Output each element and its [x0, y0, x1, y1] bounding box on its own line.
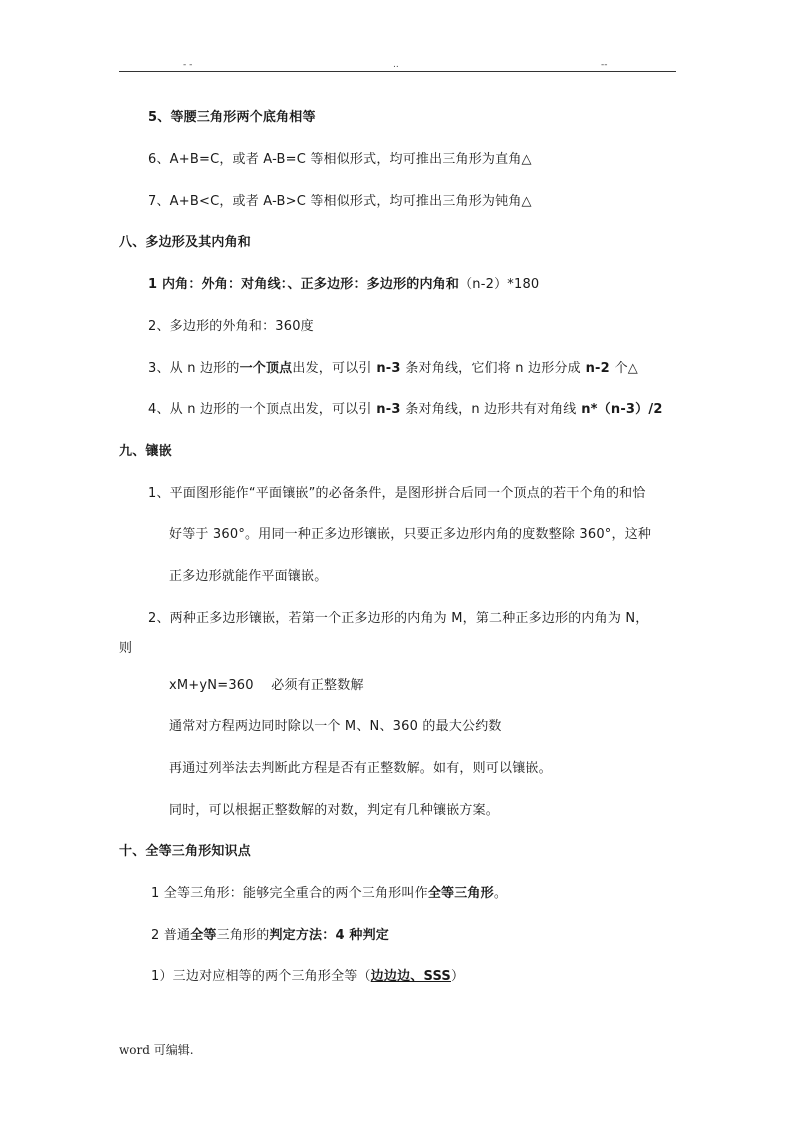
congruence-rule-sss-b: 边边边、SSS: [370, 969, 451, 984]
method-line-1: 通常对方程两边同时除以一个 M、N、360 的最大公约数: [169, 719, 502, 734]
polygon-item-4-a: 4、从 n 边形的一个顶点出发，可以引: [148, 402, 372, 417]
congruence-item-1-b: 全等三角形: [427, 886, 494, 901]
tiling-item-1-line-1: 1、平面图形能作“平面镶嵌”的必备条件，是图形拼合后同一个顶点的若干个角的和恰: [148, 486, 646, 501]
polygon-item-3-d: n-3: [371, 361, 406, 376]
congruence-item-1: [151, 885, 507, 903]
tiling-item-1-line-3: 正多边形就能作平面镶嵌。: [169, 569, 328, 584]
section-heading-9: 九、镶嵌: [119, 444, 172, 459]
congruence-item-1-a: 1 全等三角形：能够完全重合的两个三角形叫作: [151, 886, 428, 901]
method-line-2: 再通过列举法去判断此方程是否有正整数解。如有，则可以镶嵌。: [169, 761, 552, 776]
header-right-mark: --: [601, 60, 608, 70]
congruence-item-2-d: 判定方法：4 种判定: [269, 928, 390, 943]
method-line-3: 同时，可以根据正整数解的对数，判定有几种镶嵌方案。: [169, 803, 500, 818]
tiling-item-2-line-1: 2、两种正多边形镶嵌，若第一个正多边形的内角为 M，第二种正多边形的内角为 N，: [148, 611, 649, 626]
polygon-item-3-c: 出发，可以引: [292, 361, 372, 376]
section-heading-10: 十、全等三角形知识点: [119, 844, 252, 859]
item-7: 7、A+B<C，或者 A-B>C 等相似形式，均可推出三角形为钝角△: [148, 194, 532, 209]
item-6: 6、A+B=C，或者 A-B=C 等相似形式，均可推出三角形为直角△: [148, 152, 532, 167]
congruence-rule-sss-c: ）: [451, 969, 465, 984]
polygon-item-3: [148, 360, 638, 378]
header-center-mark: ..: [393, 60, 399, 70]
polygon-item-1: [148, 276, 539, 294]
polygon-item-4-c: 条对角线，n 边形共有对角线: [405, 402, 577, 417]
congruence-item-2-b: 全等: [190, 928, 217, 943]
section-heading-8: 八、多边形及其内角和: [119, 235, 252, 250]
header-left-mark: - -: [183, 60, 193, 70]
polygon-item-4-d: n*（n-3）/2: [576, 402, 663, 417]
polygon-item-3-g: 个△: [614, 361, 639, 376]
tiling-item-2-line-2: 则: [119, 641, 133, 656]
item-5-text: 5、等腰三角形两个底角相等: [148, 110, 316, 125]
header-rule: [119, 71, 676, 72]
polygon-item-2: 2、多边形的外角和：360度: [148, 319, 314, 334]
congruence-rule-sss-a: 1）三边对应相等的两个三角形全等（: [151, 969, 371, 984]
polygon-item-1-formula: （n-2）*180: [459, 277, 540, 292]
polygon-item-3-f: n-2: [580, 361, 615, 376]
item-5: [148, 109, 316, 127]
equation-line: xM+yN=360 必须有正整数解: [169, 678, 364, 693]
congruence-item-2: [151, 927, 389, 945]
polygon-item-3-a: 3、从 n 边形的: [148, 361, 240, 376]
congruence-item-2-a: 2 普通: [151, 928, 191, 943]
congruence-rule-sss: [151, 968, 464, 986]
polygon-item-1-bold: 1 内角：外角：对角线：、正多边形：多边形的内角和: [148, 277, 460, 292]
congruence-item-1-c: 。: [493, 886, 508, 901]
polygon-item-4-b: n-3: [371, 402, 406, 417]
polygon-item-4: [148, 401, 663, 419]
polygon-item-3-b: 一个顶点: [239, 361, 293, 376]
polygon-item-3-e: 条对角线，它们将 n 边形分成: [405, 361, 581, 376]
footer-note: word 可编辑.: [119, 1043, 194, 1057]
congruence-item-2-c: 三角形的: [216, 928, 270, 943]
tiling-item-1-line-2: 好等于 360°。用同一种正多边形镶嵌，只要正多边形内角的度数整除 360°，这种: [169, 527, 652, 542]
